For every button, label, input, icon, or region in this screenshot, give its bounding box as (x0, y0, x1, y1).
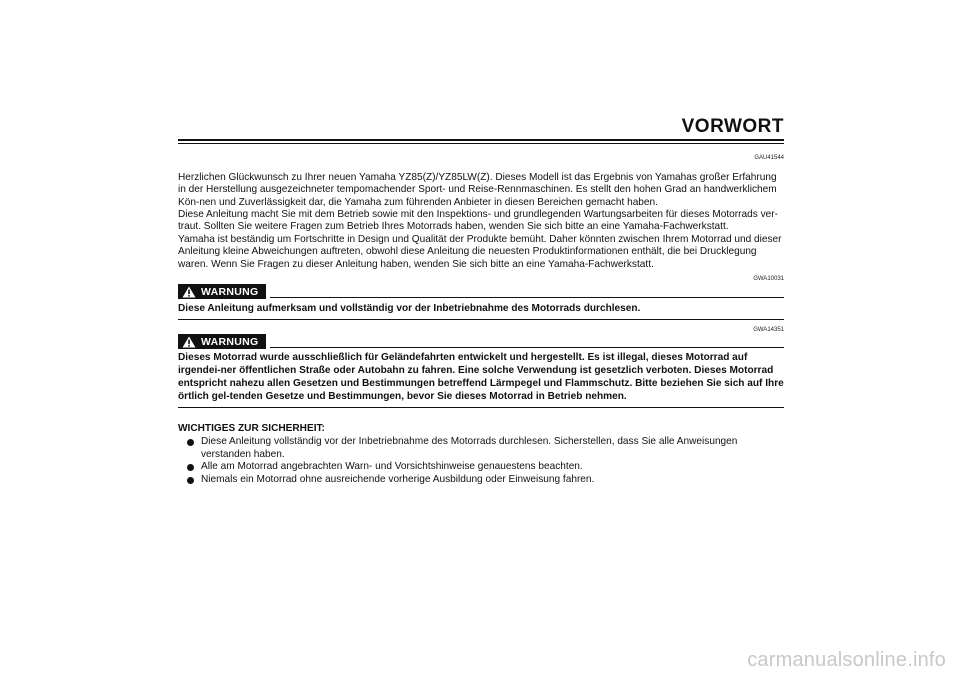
safety-item (178, 436, 784, 461)
intro-paragraph-3: Yamaha ist beständig um Fortschritte in Design und Qualität der Produkte bemüht. Daher könnten zwischen Ihrem Motorrad und dieser Anleitung kleine Abweichungen auftreten, obwohl diese Anleitung die neuesten Produktinformationen enthält, die bei Drucklegung waren. Wenn Sie Fragen zu dieser Anleitung haben, wenden Sie sich bitte an eine Yamaha-Fachwerkstatt. (178, 234, 782, 270)
safety-list (178, 436, 784, 486)
watermark: carmanualsonline.info (747, 649, 946, 671)
warning-1-code: GWA10031 (753, 276, 784, 282)
bullet-icon (187, 464, 194, 471)
warning-1-line (270, 297, 784, 298)
warning-triangle-icon (182, 336, 196, 348)
title-rule-top (178, 139, 784, 141)
warning-2-code: GWA14351 (753, 327, 784, 333)
warning-2-text: Dieses Motorrad wurde ausschließlich für Geländefahrten entwickelt und hergestellt. Es ist illegal, dieses Motorrad auf irgendei-ner öffentlichen Straße oder Autobahn zu fahren. Eine solche Verwendung ist gesetzlich verboten. Dieses Motorrad entspricht nahezu allen Gesetzen und Bestimmungen betreffend Lärmpegel und Flammschutz. Bitte beziehen Sie sich auf Ihre örtlich gel-tenden Gesetze und Bestimmungen, bevor Sie dieses Motorrad in Betrieb nehmen. (178, 352, 784, 402)
safety-item-text: Niemals ein Motorrad ohne ausreichende vorherige Ausbildung oder Einweisung fahren. (201, 473, 595, 485)
safety-item-text: Alle am Motorrad angebrachten Warn- und Vorsichtshinweise genauestens beachten. (201, 461, 583, 473)
warning-1-end-rule (178, 319, 784, 320)
safety-item-text: Diese Anleitung vollständig vor der Inbetriebnahme des Motorrads durchlesen. Sicherstellen, dass Sie alle Anweisungen verstanden haben. (201, 436, 738, 460)
warning-triangle-icon (182, 286, 196, 298)
warning-2-badge (178, 334, 266, 349)
intro-paragraph-2: Diese Anleitung macht Sie mit dem Betrieb sowie mit den Inspektions- und grundlegenden Wartungsarbeiten für dieses Motorrads ver-traut. Sollten Sie weitere Fragen zum Betrieb Ihres Motorrads haben, wenden Sie sich bitte an eine Yamaha-Fachwerkstatt. (178, 209, 778, 233)
safety-heading: WICHTIGES ZUR SICHERHEIT: (178, 423, 325, 434)
intro-paragraph-1: Herzlichen Glückwunsch zu Ihrer neuen Yamaha YZ85(Z)/YZ85LW(Z). Dieses Modell ist das Ergebnis von Yamahas großer Erfahrung in der Herstellung ausgezeichneter tempomachender Sport- und Reise-Rennmaschinen. Es stellt den hohen Grad an handwerklichem Kön-nen und Zuverlässigkeit dar, die Yamaha zum führenden Anbieter in diesen Bereichen gemacht haben. (178, 172, 777, 208)
bullet-icon (187, 477, 194, 484)
title-rule-bottom (178, 143, 784, 144)
section-code: GAU41544 (754, 155, 784, 161)
warning-2-end-rule (178, 407, 784, 408)
safety-item (178, 474, 784, 487)
warning-1-badge (178, 284, 266, 299)
warning-2-label: WARNUNG (201, 335, 259, 348)
warning-2-line (270, 347, 784, 348)
warning-1-label: WARNUNG (201, 285, 259, 298)
warning-1-text: Diese Anleitung aufmerksam und vollständig vor der Inbetriebnahme des Motorrads durchlesen. (178, 303, 641, 314)
safety-item (178, 461, 784, 474)
page-title: VORWORT (681, 116, 784, 137)
bullet-icon (187, 439, 194, 446)
